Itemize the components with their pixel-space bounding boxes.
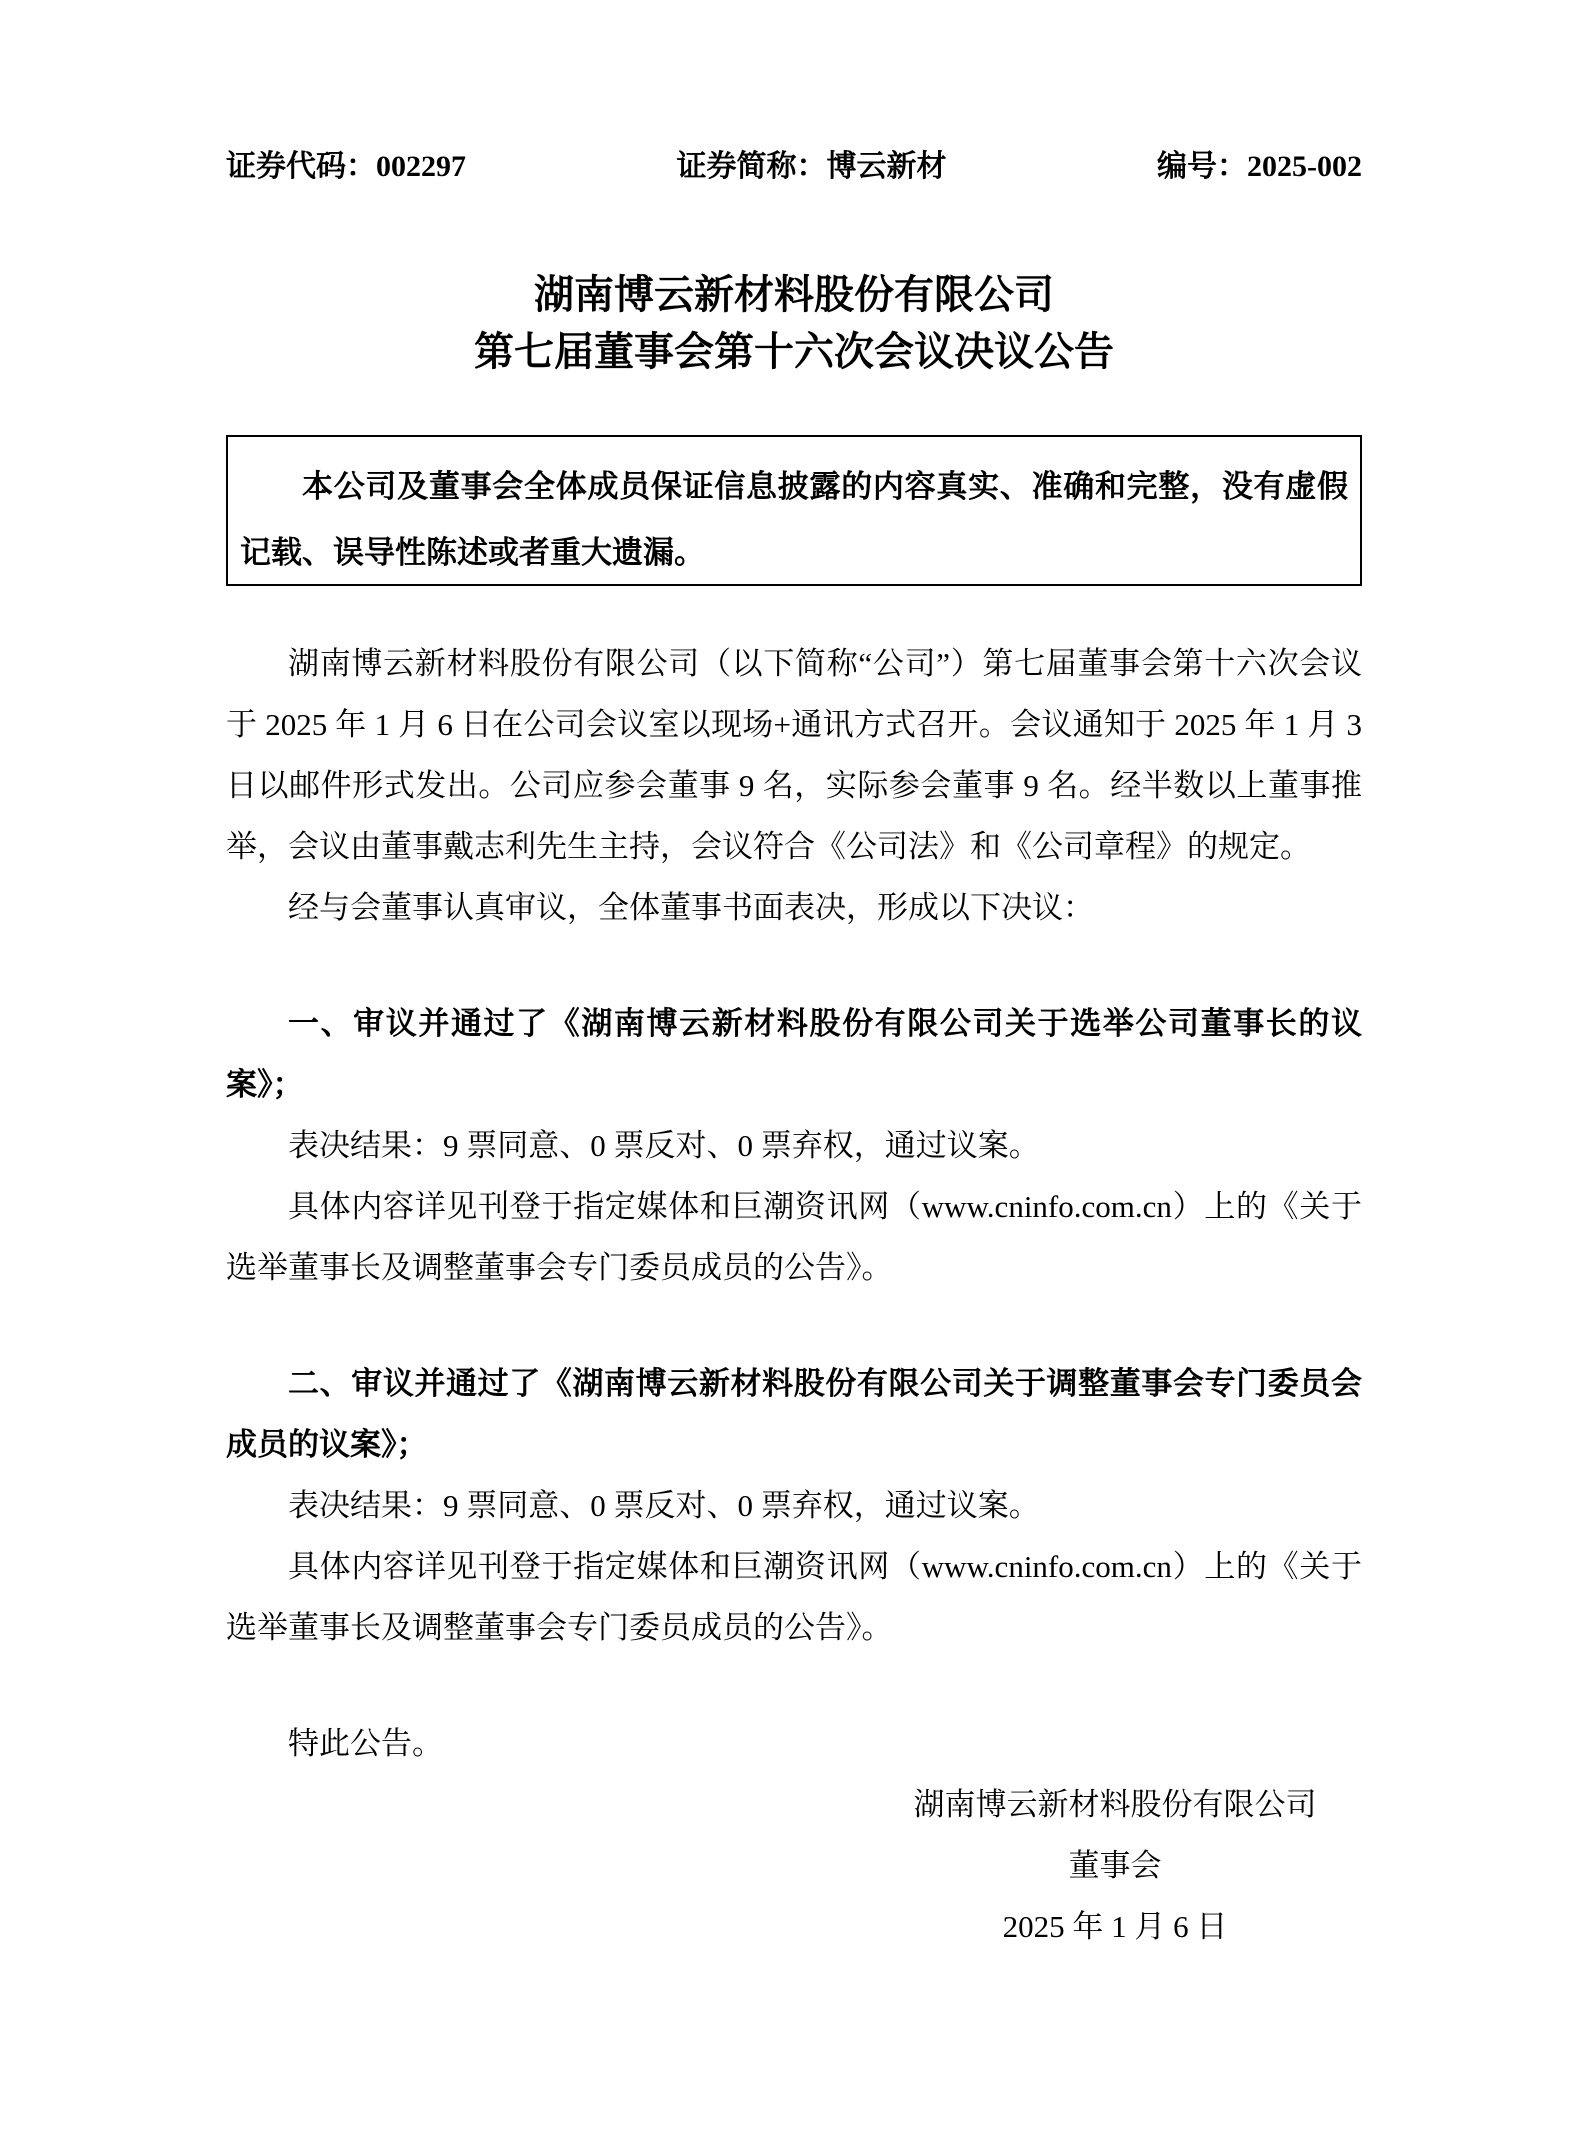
doc-number: 编号：2025-002 bbox=[1157, 150, 1362, 183]
stock-name: 证券简称：博云新材 bbox=[676, 150, 947, 183]
vote-result-1: 表决结果：9 票同意、0 票反对、0 票弃权，通过议案。 bbox=[288, 1128, 1040, 1163]
meeting-intro-paragraph: 湖南博云新材料股份有限公司（以下简称“公司”）第七届董事会第十六次会议于 2025 年 1 月 6 日在公司会议室以现场+通讯方式召开。会议通知于 2025 年 1 月 3 日以邮件形式发出。公司应参会董事 9 名，实际参会董事 9 名。经半数以上董事推举，会议由董事戴志利先生主持，会议符合《公司法》和《公司章程》的规定。 bbox=[226, 646, 1362, 864]
signature-date: 2025 年 1 月 6 日 bbox=[1002, 1909, 1228, 1944]
document-body bbox=[226, 633, 1362, 1774]
resolution-1-heading: 一、审议并通过了《湖南博云新材料股份有限公司关于选举公司董事长的议案》； bbox=[226, 1006, 1362, 1102]
detail-notice-2: 具体内容详见刊登于指定媒体和巨潮资讯网（www.cninfo.com.cn）上的《关于选举董事长及调整董事会专门委员成员的公告》。 bbox=[226, 1549, 1362, 1645]
document-title bbox=[226, 266, 1362, 380]
document-header bbox=[226, 150, 1362, 184]
signature-board: 董事会 bbox=[1068, 1848, 1162, 1883]
resolution-2-heading: 二、审议并通过了《湖南博云新材料股份有限公司关于调整董事会专门委员会成员的议案》； bbox=[226, 1366, 1362, 1462]
resolution-lead-paragraph: 经与会董事认真审议，全体董事书面表决，形成以下决议： bbox=[288, 890, 1094, 925]
vote-result-2: 表决结果：9 票同意、0 票反对、0 票弃权，通过议案。 bbox=[288, 1488, 1040, 1523]
disclaimer-box bbox=[226, 435, 1362, 586]
company-title-line: 湖南博云新材料股份有限公司 bbox=[534, 272, 1054, 317]
disclaimer-text: 本公司及董事会全体成员保证信息披露的内容真实、准确和完整，没有虚假记载、误导性陈述或者重大遗漏。 bbox=[240, 469, 1348, 570]
detail-notice-1: 具体内容详见刊登于指定媒体和巨潮资讯网（www.cninfo.com.cn）上的《关于选举董事长及调整董事会专门委员成员的公告》。 bbox=[226, 1189, 1362, 1285]
announcement-title-line: 第七届董事会第十六次会议决议公告 bbox=[474, 329, 1114, 374]
closing-statement: 特此公告。 bbox=[288, 1726, 443, 1761]
signature-company: 湖南博云新材料股份有限公司 bbox=[913, 1787, 1317, 1822]
stock-code: 证券代码：002297 bbox=[226, 150, 466, 183]
signature-block bbox=[880, 1774, 1350, 1957]
